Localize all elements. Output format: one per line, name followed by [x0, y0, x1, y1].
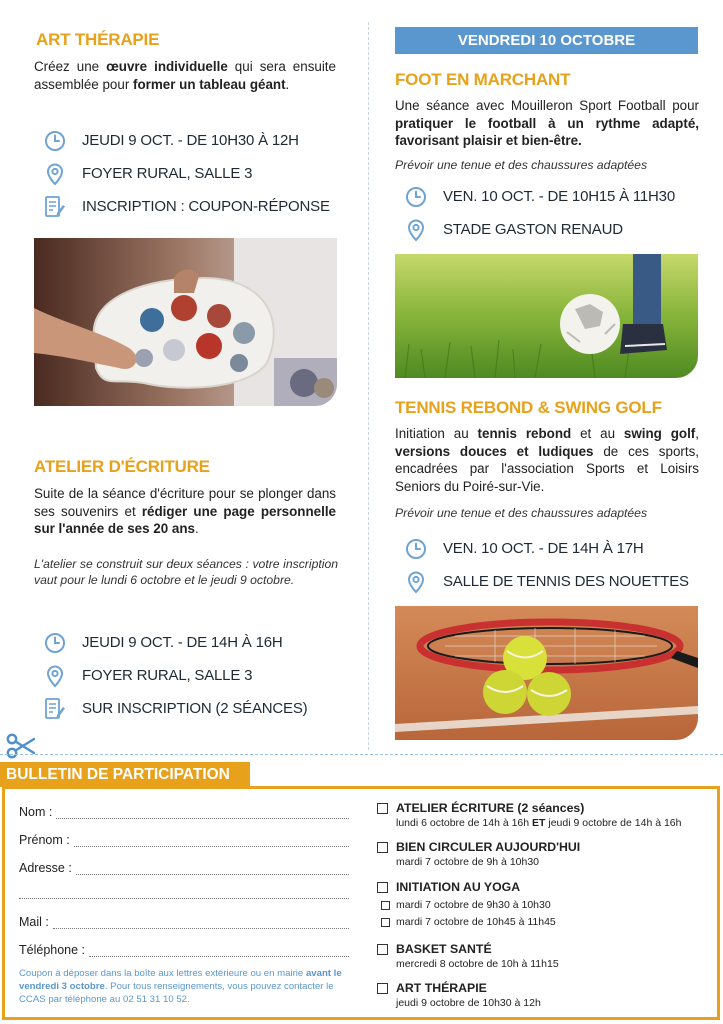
checkbox[interactable] [377, 803, 388, 814]
walking-football-info [395, 180, 715, 246]
location-pin-icon [403, 217, 429, 243]
checkbox[interactable] [381, 901, 390, 910]
writing-workshop-title: ATELIER D'ÉCRITURE [34, 457, 210, 476]
info-row-date: VEN. 10 OCT. - DE 14H À 17H [395, 532, 715, 565]
clock-icon [42, 128, 68, 154]
art-therapy-title: ART THÉRAPIE [36, 30, 160, 49]
column-divider [368, 22, 369, 750]
checkbox[interactable] [377, 842, 388, 853]
writing-workshop-note: L'atelier se construit sur deux séances : votre inscription vaut pour le lundi 6 octobre et le jeudi 9 octobre. [34, 557, 338, 587]
art-therapy-info [34, 124, 354, 223]
option-art-therapy: ART THÉRAPIE jeudi 9 octobre de 10h30 à 12h [377, 981, 541, 1009]
email-field[interactable]: Mail : [19, 915, 349, 929]
option-circulating-today: BIEN CIRCULER AUJOURD'HUI mardi 7 octobre de 9h à 10h30 [377, 840, 580, 868]
coupon-instructions: Coupon à déposer dans la boîte aux lettres extérieure ou en mairie avant le vendredi 3 octobre. Pour tous renseignements, vous pouvez contacter le CCAS par téléphone au 02 51 31 10 52. [19, 968, 342, 1005]
form-pen-icon [42, 696, 68, 722]
name-field[interactable]: Nom : [19, 805, 349, 819]
writing-workshop-description: Suite de la séance d'écriture pour se plonger dans ses souvenirs et rédiger une page personnelle sur l'année de ses 20 ans. [34, 486, 336, 536]
clock-icon [403, 184, 429, 210]
walking-football-photo [395, 254, 698, 378]
location-pin-icon [403, 569, 429, 595]
checkbox[interactable] [377, 983, 388, 994]
tennis-golf-description: Initiation au tennis rebond et au swing golf, versions douces et ludiques de ces sports, encadrées par l'association Sports et Loisirs Seniors du Poiré-sur-Vie. [395, 426, 699, 494]
form-pen-icon [42, 194, 68, 220]
cut-line [0, 754, 723, 755]
tennis-golf-title: TENNIS REBOND & SWING GOLF [395, 398, 662, 417]
art-therapy-photo [34, 238, 337, 406]
address-field[interactable]: Adresse : [19, 861, 349, 875]
walking-football-note: Prévoir une tenue et des chaussures adaptées [395, 158, 648, 172]
info-row-place: STADE GASTON RENAUD [395, 213, 715, 246]
bulletin-title: BULLETIN DE PARTICIPATION [0, 762, 250, 787]
info-row-date: JEUDI 9 OCT. - DE 10H30 À 12H [34, 124, 354, 157]
location-pin-icon [42, 161, 68, 187]
walking-football-title: FOOT EN MARCHANT [395, 70, 571, 89]
info-row-place: FOYER RURAL, SALLE 3 [34, 659, 354, 692]
info-row-signup: INSCRIPTION : COUPON-RÉPONSE [34, 190, 354, 223]
info-row-place: FOYER RURAL, SALLE 3 [34, 157, 354, 190]
bulletin-form [2, 786, 720, 1020]
day-banner: VENDREDI 10 OCTOBRE [395, 27, 698, 54]
clock-icon [42, 630, 68, 656]
info-row-date: JEUDI 9 OCT. - DE 14H À 16H [34, 626, 354, 659]
phone-field[interactable]: Téléphone : [19, 943, 349, 957]
info-row-date: VEN. 10 OCT. - DE 10H15 À 11H30 [395, 180, 715, 213]
walking-football-description: Une séance avec Mouilleron Sport Football pour pratiquer le football à un rythme adapté, favorisant plaisir et bien-être. [395, 98, 699, 148]
info-row-signup: SUR INSCRIPTION (2 SÉANCES) [34, 692, 354, 725]
location-pin-icon [42, 663, 68, 689]
option-writing-workshop: ATELIER ÉCRITURE (2 séances) lundi 6 octobre de 14h à 16h ET jeudi 9 octobre de 14h à 16h [377, 801, 681, 829]
clock-icon [403, 536, 429, 562]
tennis-golf-note: Prévoir une tenue et des chaussures adaptées [395, 506, 648, 520]
checkbox[interactable] [377, 882, 388, 893]
scissors-icon [6, 733, 36, 759]
first-name-field[interactable]: Prénom : [19, 833, 349, 847]
tennis-golf-info [395, 532, 715, 598]
checkbox[interactable] [377, 944, 388, 955]
option-yoga: INITIATION AU YOGA mardi 7 octobre de 9h30 à 10h30 mardi 7 octobre de 10h45 à 11h45 [377, 880, 556, 928]
info-row-place: SALLE DE TENNIS DES NOUETTES [395, 565, 715, 598]
art-therapy-description: Créez une œuvre individuelle qui sera ensuite assemblée pour former un tableau géant. [34, 59, 336, 92]
option-basket: BASKET SANTÉ mercredi 8 octobre de 10h à 11h15 [377, 942, 559, 970]
tennis-photo [395, 606, 698, 740]
checkbox[interactable] [381, 918, 390, 927]
writing-workshop-info [34, 626, 354, 725]
address-field-line2[interactable] [19, 889, 349, 899]
